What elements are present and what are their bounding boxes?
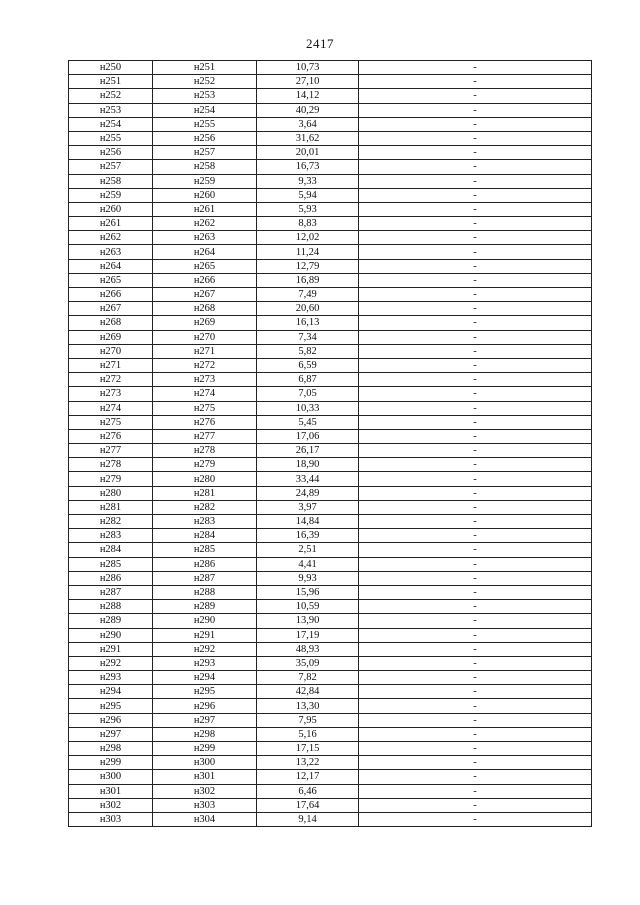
table-row bbox=[69, 415, 592, 429]
to-point-cell: н288 bbox=[153, 585, 257, 599]
length-cell: 16,73 bbox=[257, 160, 359, 174]
length-cell: 13,90 bbox=[257, 614, 359, 628]
length-cell: 7,49 bbox=[257, 288, 359, 302]
note-cell: - bbox=[359, 259, 592, 273]
note-cell: - bbox=[359, 727, 592, 741]
note-cell: - bbox=[359, 245, 592, 259]
to-point-cell: н283 bbox=[153, 515, 257, 529]
to-point-cell: н291 bbox=[153, 628, 257, 642]
from-point-cell: н275 bbox=[69, 415, 153, 429]
table-row bbox=[69, 273, 592, 287]
to-point-cell: н303 bbox=[153, 798, 257, 812]
table-row bbox=[69, 288, 592, 302]
length-cell: 18,90 bbox=[257, 458, 359, 472]
to-point-cell: н278 bbox=[153, 444, 257, 458]
to-point-cell: н262 bbox=[153, 217, 257, 231]
from-point-cell: н285 bbox=[69, 557, 153, 571]
table-row bbox=[69, 699, 592, 713]
table-row bbox=[69, 217, 592, 231]
from-point-cell: н279 bbox=[69, 472, 153, 486]
length-cell: 5,82 bbox=[257, 344, 359, 358]
from-point-cell: н299 bbox=[69, 756, 153, 770]
table-row bbox=[69, 529, 592, 543]
from-point-cell: н261 bbox=[69, 217, 153, 231]
table-row bbox=[69, 742, 592, 756]
from-point-cell: н273 bbox=[69, 387, 153, 401]
table-row bbox=[69, 330, 592, 344]
length-cell: 13,30 bbox=[257, 699, 359, 713]
note-cell: - bbox=[359, 685, 592, 699]
length-cell: 14,12 bbox=[257, 89, 359, 103]
from-point-cell: н278 bbox=[69, 458, 153, 472]
from-point-cell: н263 bbox=[69, 245, 153, 259]
table-row bbox=[69, 642, 592, 656]
note-cell: - bbox=[359, 600, 592, 614]
to-point-cell: н268 bbox=[153, 302, 257, 316]
from-point-cell: н300 bbox=[69, 770, 153, 784]
length-cell: 9,14 bbox=[257, 812, 359, 826]
to-point-cell: н301 bbox=[153, 770, 257, 784]
table-row bbox=[69, 543, 592, 557]
from-point-cell: н297 bbox=[69, 727, 153, 741]
length-cell: 6,87 bbox=[257, 373, 359, 387]
length-cell: 17,64 bbox=[257, 798, 359, 812]
to-point-cell: н261 bbox=[153, 202, 257, 216]
to-point-cell: н292 bbox=[153, 642, 257, 656]
from-point-cell: н270 bbox=[69, 344, 153, 358]
note-cell: - bbox=[359, 89, 592, 103]
from-point-cell: н286 bbox=[69, 571, 153, 585]
length-cell: 7,82 bbox=[257, 671, 359, 685]
note-cell: - bbox=[359, 117, 592, 131]
table-row bbox=[69, 571, 592, 585]
to-point-cell: н299 bbox=[153, 742, 257, 756]
to-point-cell: н302 bbox=[153, 784, 257, 798]
to-point-cell: н258 bbox=[153, 160, 257, 174]
table-row bbox=[69, 812, 592, 826]
table-row bbox=[69, 486, 592, 500]
length-cell: 6,46 bbox=[257, 784, 359, 798]
length-cell: 8,83 bbox=[257, 217, 359, 231]
length-cell: 42,84 bbox=[257, 685, 359, 699]
note-cell: - bbox=[359, 302, 592, 316]
table-row bbox=[69, 472, 592, 486]
length-cell: 48,93 bbox=[257, 642, 359, 656]
table-row bbox=[69, 373, 592, 387]
from-point-cell: н277 bbox=[69, 444, 153, 458]
from-point-cell: н295 bbox=[69, 699, 153, 713]
to-point-cell: н289 bbox=[153, 600, 257, 614]
from-point-cell: н262 bbox=[69, 231, 153, 245]
table-row bbox=[69, 713, 592, 727]
table-row bbox=[69, 685, 592, 699]
note-cell: - bbox=[359, 330, 592, 344]
table-row bbox=[69, 387, 592, 401]
length-cell: 17,19 bbox=[257, 628, 359, 642]
length-cell: 5,93 bbox=[257, 202, 359, 216]
from-point-cell: н253 bbox=[69, 103, 153, 117]
length-cell: 15,96 bbox=[257, 585, 359, 599]
table-row bbox=[69, 784, 592, 798]
from-point-cell: н269 bbox=[69, 330, 153, 344]
note-cell: - bbox=[359, 699, 592, 713]
table-row bbox=[69, 614, 592, 628]
length-cell: 10,33 bbox=[257, 401, 359, 415]
to-point-cell: н286 bbox=[153, 557, 257, 571]
table-row bbox=[69, 727, 592, 741]
to-point-cell: н271 bbox=[153, 344, 257, 358]
note-cell: - bbox=[359, 671, 592, 685]
table-row bbox=[69, 146, 592, 160]
length-cell: 7,05 bbox=[257, 387, 359, 401]
note-cell: - bbox=[359, 784, 592, 798]
note-cell: - bbox=[359, 373, 592, 387]
length-cell: 3,64 bbox=[257, 117, 359, 131]
length-cell: 20,60 bbox=[257, 302, 359, 316]
length-cell: 9,33 bbox=[257, 174, 359, 188]
note-cell: - bbox=[359, 628, 592, 642]
table-row bbox=[69, 557, 592, 571]
from-point-cell: н298 bbox=[69, 742, 153, 756]
note-cell: - bbox=[359, 188, 592, 202]
from-point-cell: н287 bbox=[69, 585, 153, 599]
to-point-cell: н282 bbox=[153, 500, 257, 514]
length-cell: 3,97 bbox=[257, 500, 359, 514]
to-point-cell: н300 bbox=[153, 756, 257, 770]
to-point-cell: н285 bbox=[153, 543, 257, 557]
length-cell: 24,89 bbox=[257, 486, 359, 500]
to-point-cell: н290 bbox=[153, 614, 257, 628]
to-point-cell: н297 bbox=[153, 713, 257, 727]
note-cell: - bbox=[359, 713, 592, 727]
length-cell: 5,45 bbox=[257, 415, 359, 429]
to-point-cell: н255 bbox=[153, 117, 257, 131]
table-row bbox=[69, 160, 592, 174]
from-point-cell: н292 bbox=[69, 656, 153, 670]
to-point-cell: н264 bbox=[153, 245, 257, 259]
from-point-cell: н257 bbox=[69, 160, 153, 174]
length-cell: 6,59 bbox=[257, 358, 359, 372]
note-cell: - bbox=[359, 202, 592, 216]
from-point-cell: н264 bbox=[69, 259, 153, 273]
note-cell: - bbox=[359, 174, 592, 188]
table-row bbox=[69, 429, 592, 443]
from-point-cell: н266 bbox=[69, 288, 153, 302]
from-point-cell: н256 bbox=[69, 146, 153, 160]
to-point-cell: н254 bbox=[153, 103, 257, 117]
note-cell: - bbox=[359, 571, 592, 585]
from-point-cell: н289 bbox=[69, 614, 153, 628]
table-row bbox=[69, 103, 592, 117]
to-point-cell: н298 bbox=[153, 727, 257, 741]
page-number: 2417 bbox=[306, 36, 334, 51]
note-cell: - bbox=[359, 557, 592, 571]
table-row bbox=[69, 131, 592, 145]
from-point-cell: н284 bbox=[69, 543, 153, 557]
length-cell: 16,89 bbox=[257, 273, 359, 287]
note-cell: - bbox=[359, 231, 592, 245]
length-cell: 10,59 bbox=[257, 600, 359, 614]
table-row bbox=[69, 302, 592, 316]
note-cell: - bbox=[359, 316, 592, 330]
from-point-cell: н294 bbox=[69, 685, 153, 699]
from-point-cell: н274 bbox=[69, 401, 153, 415]
table-row bbox=[69, 770, 592, 784]
to-point-cell: н294 bbox=[153, 671, 257, 685]
note-cell: - bbox=[359, 444, 592, 458]
table-row bbox=[69, 202, 592, 216]
boundary-table bbox=[68, 60, 592, 827]
from-point-cell: н282 bbox=[69, 515, 153, 529]
length-cell: 17,15 bbox=[257, 742, 359, 756]
note-cell: - bbox=[359, 798, 592, 812]
from-point-cell: н291 bbox=[69, 642, 153, 656]
table-row bbox=[69, 75, 592, 89]
to-point-cell: н270 bbox=[153, 330, 257, 344]
length-cell: 5,94 bbox=[257, 188, 359, 202]
note-cell: - bbox=[359, 387, 592, 401]
from-point-cell: н281 bbox=[69, 500, 153, 514]
from-point-cell: н280 bbox=[69, 486, 153, 500]
table-row bbox=[69, 585, 592, 599]
from-point-cell: н252 bbox=[69, 89, 153, 103]
length-cell: 9,93 bbox=[257, 571, 359, 585]
note-cell: - bbox=[359, 812, 592, 826]
note-cell: - bbox=[359, 529, 592, 543]
to-point-cell: н256 bbox=[153, 131, 257, 145]
to-point-cell: н295 bbox=[153, 685, 257, 699]
table-row bbox=[69, 188, 592, 202]
note-cell: - bbox=[359, 486, 592, 500]
to-point-cell: н304 bbox=[153, 812, 257, 826]
length-cell: 17,06 bbox=[257, 429, 359, 443]
from-point-cell: н283 bbox=[69, 529, 153, 543]
from-point-cell: н250 bbox=[69, 61, 153, 75]
table-row bbox=[69, 656, 592, 670]
length-cell: 35,09 bbox=[257, 656, 359, 670]
to-point-cell: н275 bbox=[153, 401, 257, 415]
from-point-cell: н251 bbox=[69, 75, 153, 89]
table-row bbox=[69, 756, 592, 770]
length-cell: 26,17 bbox=[257, 444, 359, 458]
to-point-cell: н293 bbox=[153, 656, 257, 670]
table-row bbox=[69, 458, 592, 472]
note-cell: - bbox=[359, 656, 592, 670]
from-point-cell: н268 bbox=[69, 316, 153, 330]
from-point-cell: н265 bbox=[69, 273, 153, 287]
from-point-cell: н259 bbox=[69, 188, 153, 202]
note-cell: - bbox=[359, 358, 592, 372]
table-row bbox=[69, 231, 592, 245]
from-point-cell: н255 bbox=[69, 131, 153, 145]
to-point-cell: н284 bbox=[153, 529, 257, 543]
length-cell: 7,34 bbox=[257, 330, 359, 344]
from-point-cell: н260 bbox=[69, 202, 153, 216]
note-cell: - bbox=[359, 146, 592, 160]
to-point-cell: н267 bbox=[153, 288, 257, 302]
table-row bbox=[69, 401, 592, 415]
note-cell: - bbox=[359, 344, 592, 358]
note-cell: - bbox=[359, 429, 592, 443]
from-point-cell: н301 bbox=[69, 784, 153, 798]
to-point-cell: н269 bbox=[153, 316, 257, 330]
length-cell: 11,24 bbox=[257, 245, 359, 259]
length-cell: 20,01 bbox=[257, 146, 359, 160]
from-point-cell: н276 bbox=[69, 429, 153, 443]
length-cell: 33,44 bbox=[257, 472, 359, 486]
note-cell: - bbox=[359, 642, 592, 656]
table-row bbox=[69, 600, 592, 614]
table-row bbox=[69, 500, 592, 514]
note-cell: - bbox=[359, 543, 592, 557]
table-row bbox=[69, 671, 592, 685]
note-cell: - bbox=[359, 585, 592, 599]
note-cell: - bbox=[359, 103, 592, 117]
table-row bbox=[69, 344, 592, 358]
note-cell: - bbox=[359, 614, 592, 628]
length-cell: 13,22 bbox=[257, 756, 359, 770]
from-point-cell: н271 bbox=[69, 358, 153, 372]
table-row bbox=[69, 89, 592, 103]
to-point-cell: н276 bbox=[153, 415, 257, 429]
note-cell: - bbox=[359, 415, 592, 429]
length-cell: 14,84 bbox=[257, 515, 359, 529]
to-point-cell: н287 bbox=[153, 571, 257, 585]
length-cell: 31,62 bbox=[257, 131, 359, 145]
from-point-cell: н303 bbox=[69, 812, 153, 826]
note-cell: - bbox=[359, 472, 592, 486]
length-cell: 27,10 bbox=[257, 75, 359, 89]
to-point-cell: н260 bbox=[153, 188, 257, 202]
table-row bbox=[69, 259, 592, 273]
to-point-cell: н279 bbox=[153, 458, 257, 472]
length-cell: 16,39 bbox=[257, 529, 359, 543]
length-cell: 5,16 bbox=[257, 727, 359, 741]
from-point-cell: н290 bbox=[69, 628, 153, 642]
length-cell: 2,51 bbox=[257, 543, 359, 557]
note-cell: - bbox=[359, 75, 592, 89]
to-point-cell: н257 bbox=[153, 146, 257, 160]
table-row bbox=[69, 444, 592, 458]
note-cell: - bbox=[359, 273, 592, 287]
to-point-cell: н281 bbox=[153, 486, 257, 500]
length-cell: 16,13 bbox=[257, 316, 359, 330]
note-cell: - bbox=[359, 217, 592, 231]
note-cell: - bbox=[359, 401, 592, 415]
table-row bbox=[69, 117, 592, 131]
note-cell: - bbox=[359, 131, 592, 145]
boundary-table-container bbox=[68, 60, 592, 827]
from-point-cell: н258 bbox=[69, 174, 153, 188]
table-row bbox=[69, 245, 592, 259]
table-row bbox=[69, 358, 592, 372]
note-cell: - bbox=[359, 61, 592, 75]
length-cell: 4,41 bbox=[257, 557, 359, 571]
table-row bbox=[69, 316, 592, 330]
note-cell: - bbox=[359, 500, 592, 514]
from-point-cell: н272 bbox=[69, 373, 153, 387]
to-point-cell: н272 bbox=[153, 358, 257, 372]
note-cell: - bbox=[359, 742, 592, 756]
table-row bbox=[69, 628, 592, 642]
to-point-cell: н280 bbox=[153, 472, 257, 486]
to-point-cell: н263 bbox=[153, 231, 257, 245]
length-cell: 12,79 bbox=[257, 259, 359, 273]
from-point-cell: н254 bbox=[69, 117, 153, 131]
to-point-cell: н266 bbox=[153, 273, 257, 287]
length-cell: 7,95 bbox=[257, 713, 359, 727]
table-body bbox=[69, 61, 592, 827]
length-cell: 12,02 bbox=[257, 231, 359, 245]
note-cell: - bbox=[359, 458, 592, 472]
note-cell: - bbox=[359, 160, 592, 174]
to-point-cell: н277 bbox=[153, 429, 257, 443]
to-point-cell: н273 bbox=[153, 373, 257, 387]
to-point-cell: н253 bbox=[153, 89, 257, 103]
note-cell: - bbox=[359, 288, 592, 302]
from-point-cell: н293 bbox=[69, 671, 153, 685]
table-row bbox=[69, 515, 592, 529]
from-point-cell: н267 bbox=[69, 302, 153, 316]
to-point-cell: н265 bbox=[153, 259, 257, 273]
from-point-cell: н296 bbox=[69, 713, 153, 727]
table-row bbox=[69, 798, 592, 812]
note-cell: - bbox=[359, 770, 592, 784]
table-row bbox=[69, 61, 592, 75]
note-cell: - bbox=[359, 515, 592, 529]
to-point-cell: н274 bbox=[153, 387, 257, 401]
to-point-cell: н252 bbox=[153, 75, 257, 89]
from-point-cell: н288 bbox=[69, 600, 153, 614]
length-cell: 10,73 bbox=[257, 61, 359, 75]
length-cell: 40,29 bbox=[257, 103, 359, 117]
note-cell: - bbox=[359, 756, 592, 770]
to-point-cell: н251 bbox=[153, 61, 257, 75]
to-point-cell: н259 bbox=[153, 174, 257, 188]
table-row bbox=[69, 174, 592, 188]
length-cell: 12,17 bbox=[257, 770, 359, 784]
from-point-cell: н302 bbox=[69, 798, 153, 812]
to-point-cell: н296 bbox=[153, 699, 257, 713]
